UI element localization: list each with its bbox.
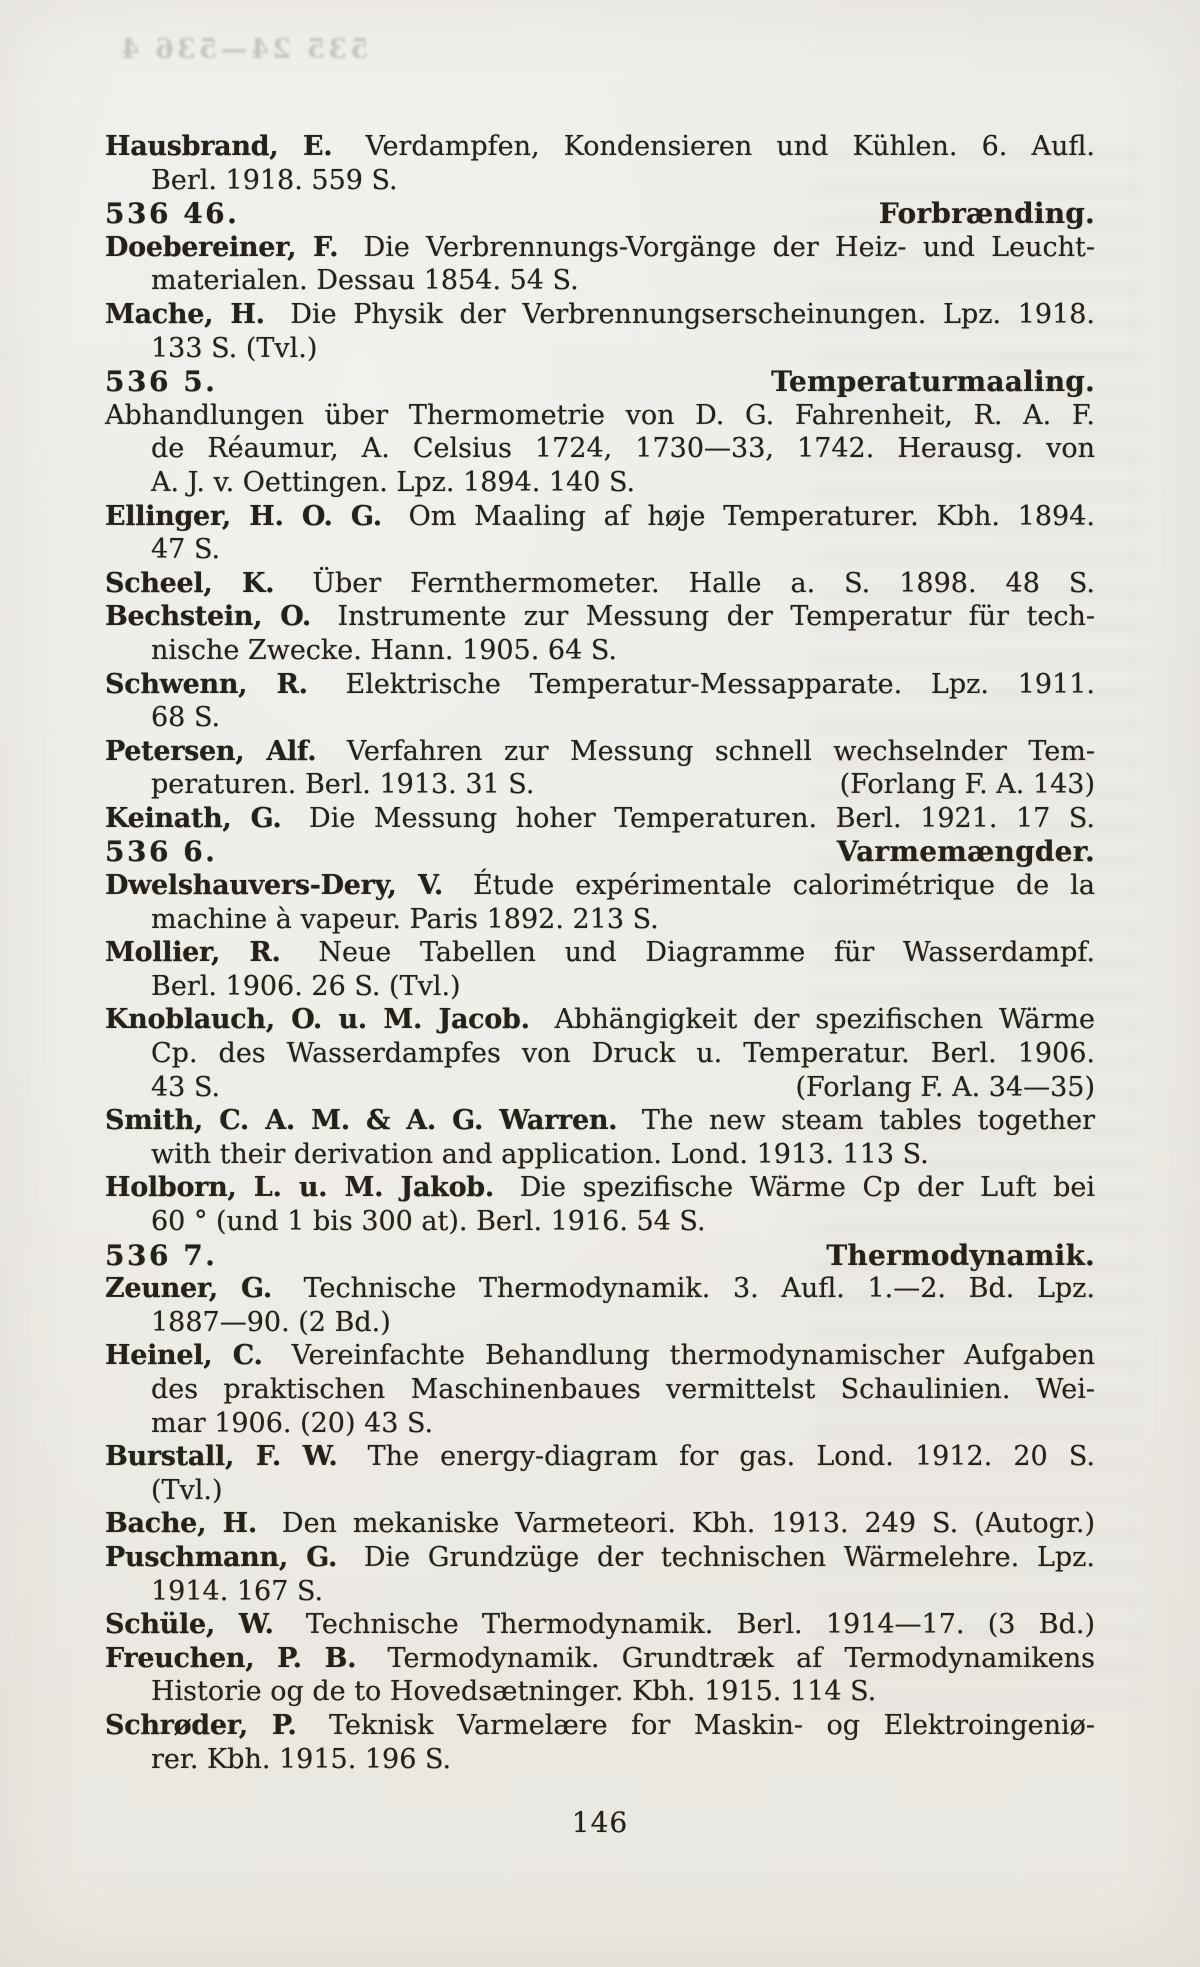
entry-line-text bbox=[151, 971, 461, 1002]
entry-line-text bbox=[151, 1307, 391, 1338]
entry-text: 47 S. bbox=[151, 534, 221, 566]
entry-text: Verfahren zur Messung schnell wechselnder Tem- bbox=[325, 735, 1096, 767]
entry-line-text bbox=[151, 1071, 220, 1105]
entry-line-text bbox=[105, 1609, 1095, 1640]
entry-line-text bbox=[105, 131, 1095, 162]
entry-line-text bbox=[105, 400, 1095, 431]
entry-line-text bbox=[151, 1744, 451, 1775]
entry-line bbox=[105, 1104, 1095, 1138]
entry-text: Om Maaling af høje Temperaturer. Kbh. 1894. bbox=[390, 500, 1095, 532]
entry-line bbox=[105, 1205, 1095, 1239]
entry-text: Étude expérimentale calorimétrique de la bbox=[452, 870, 1095, 902]
entry-line bbox=[105, 1272, 1095, 1306]
entry-text: de Réaumur, A. Celsius 1724, 1730—33, 1742. Herausg. von bbox=[151, 433, 1095, 465]
entry-line-text bbox=[105, 299, 1095, 330]
shelf-note: (Forlang F. A. 34—35) bbox=[795, 1071, 1095, 1103]
shelf-note: (Forlang F. A. 143) bbox=[839, 769, 1095, 801]
entry-line bbox=[105, 1709, 1095, 1743]
entry-line-text bbox=[151, 1576, 323, 1607]
entry-text: machine à vapeur. Paris 1892. 213 S. bbox=[151, 903, 659, 935]
entry-line-text bbox=[151, 1139, 929, 1170]
entry-line bbox=[105, 298, 1095, 332]
entry-line-text bbox=[151, 635, 617, 666]
author-name: Schrøder, P. bbox=[105, 1709, 297, 1741]
entry-line bbox=[105, 567, 1095, 601]
entry-text: Über Fernthermometer. Halle a. S. 1898. 48 S. bbox=[283, 567, 1095, 599]
entry-line-text bbox=[151, 265, 579, 296]
entry-line bbox=[105, 231, 1095, 265]
entry-line-text bbox=[105, 1710, 1095, 1741]
entry-line-text bbox=[151, 1206, 706, 1237]
entry-line bbox=[105, 936, 1095, 970]
entry-line bbox=[105, 164, 1095, 198]
entry-text: 68 S. bbox=[151, 702, 221, 734]
section-number: 536 6. bbox=[105, 835, 218, 869]
entry-text: 43 S. bbox=[151, 1071, 221, 1103]
entry-line bbox=[105, 735, 1095, 769]
section-header bbox=[105, 835, 1095, 869]
entry-line bbox=[105, 668, 1095, 702]
entry-line-text bbox=[151, 333, 317, 364]
entry-text: Vereinfachte Behandlung thermodynamischer Aufgaben bbox=[271, 1340, 1095, 1372]
entry-text: (Tvl.) bbox=[151, 1474, 223, 1506]
section-title: Varmemængder. bbox=[836, 835, 1095, 869]
entry-line-text bbox=[151, 1374, 1095, 1405]
entry-line-text bbox=[105, 1542, 1095, 1573]
entry-text: Berl. 1918. 559 S. bbox=[151, 164, 398, 196]
entry-line-text bbox=[151, 768, 534, 802]
author-name: Bechstein, O. bbox=[105, 601, 311, 633]
section-title: Forbrænding. bbox=[878, 197, 1095, 231]
entry-text: Teknisk Varmelære for Maskin- og Elektroingeniø- bbox=[305, 1709, 1095, 1741]
entry-line bbox=[105, 1507, 1095, 1541]
entry-text: peraturen. Berl. 1913. 31 S. bbox=[151, 769, 535, 801]
author-name: Ellinger, H. O. G. bbox=[105, 500, 382, 532]
entry-line bbox=[105, 768, 1095, 802]
entry-text: Abhängigkeit der spezifischen Wärme bbox=[538, 1004, 1095, 1036]
entry-line bbox=[105, 970, 1095, 1004]
bleed-through-header: 535 24—536 4 bbox=[118, 34, 369, 65]
entry-line bbox=[105, 1306, 1095, 1340]
entry-line bbox=[105, 1642, 1095, 1676]
entry-line-text bbox=[105, 501, 1095, 532]
entry-text: Die Verbrennungs-Vorgänge der Heiz- und Leucht- bbox=[347, 231, 1095, 263]
entry-line bbox=[105, 1003, 1095, 1037]
entry-text: Berl. 1906. 26 S. (Tvl.) bbox=[151, 970, 461, 1002]
entry-text: A. J. v. Oettingen. Lpz. 1894. 140 S. bbox=[151, 466, 636, 498]
entry-line-text bbox=[151, 433, 1095, 464]
entry-line-text bbox=[105, 736, 1095, 767]
entry-line-text bbox=[151, 467, 635, 498]
entry-line bbox=[105, 332, 1095, 366]
entry-text: Instrumente zur Messung der Temperatur für tech- bbox=[319, 601, 1095, 633]
section-number: 536 46. bbox=[105, 197, 240, 231]
entry-line-text bbox=[105, 1105, 1095, 1136]
entry-text: Neue Tabellen und Diagramme für Wasserdampf. bbox=[289, 937, 1095, 969]
entry-line bbox=[105, 1541, 1095, 1575]
author-name: Schwenn, R. bbox=[105, 668, 308, 700]
section-title: Temperaturmaaling. bbox=[771, 365, 1095, 399]
entry-text: Technische Thermodynamik. Berl. 1914—17. (3 Bd.) bbox=[282, 1609, 1095, 1641]
entry-line-text bbox=[151, 1475, 223, 1506]
entry-text: rer. Kbh. 1915. 196 S. bbox=[151, 1743, 452, 1775]
entry-line-text bbox=[105, 1340, 1095, 1371]
author-name: Hausbrand, E. bbox=[105, 131, 333, 162]
entry-text: Die Messung hoher Temperaturen. Berl. 1921. 17 S. bbox=[290, 802, 1096, 834]
entry-text: mar 1906. (20) 43 S. bbox=[151, 1407, 434, 1439]
entry-line bbox=[105, 634, 1095, 668]
entry-text: Cp. des Wasserdampfes von Druck u. Temperatur. Berl. 1906. bbox=[151, 1038, 1095, 1070]
entry-text: Die spezifische Wärme Cp der Luft bei bbox=[502, 1172, 1095, 1204]
author-name: Doebereiner, F. bbox=[105, 231, 339, 263]
author-name: Bache, H. bbox=[105, 1508, 257, 1540]
entry-text: materialen. Dessau 1854. 54 S. bbox=[151, 265, 579, 297]
entry-line bbox=[105, 600, 1095, 634]
entry-line bbox=[105, 802, 1095, 836]
section-number: 536 5. bbox=[105, 365, 218, 399]
author-name: Petersen, Alf. bbox=[105, 735, 317, 767]
entry-line-text bbox=[105, 870, 1095, 901]
entry-text: Historie og de to Hovedsætninger. Kbh. 1915. 114 S. bbox=[151, 1676, 877, 1708]
entry-line-text bbox=[151, 904, 659, 935]
author-name: Zeuner, G. bbox=[105, 1273, 272, 1305]
entry-line-text bbox=[151, 165, 398, 196]
author-name: Knoblauch, O. u. M. Jacob. bbox=[105, 1004, 530, 1036]
entry-text: Elektrische Temperatur-Messapparate. Lpz. 1911. bbox=[316, 668, 1095, 700]
entry-line bbox=[105, 1743, 1095, 1777]
section-number: 536 7. bbox=[105, 1238, 218, 1272]
entry-line-text bbox=[151, 1038, 1095, 1069]
page-number: 146 bbox=[571, 1806, 629, 1839]
author-name: Mollier, R. bbox=[105, 937, 281, 969]
entry-text: Die Grundzüge der technischen Wärmelehre. Lpz. bbox=[346, 1541, 1095, 1573]
author-name: Dwelshauvers-Dery, V. bbox=[105, 870, 444, 902]
entry-line-text bbox=[105, 1004, 1095, 1035]
author-name: Keinath, G. bbox=[105, 802, 282, 834]
entry-text: Termodynamik. Grundtræk af Termodynamikens bbox=[365, 1642, 1095, 1674]
entry-line bbox=[105, 1474, 1095, 1508]
entry-list bbox=[105, 130, 1095, 1776]
entry-line bbox=[105, 1440, 1095, 1474]
entry-line bbox=[105, 533, 1095, 567]
entry-text: 1887—90. (2 Bd.) bbox=[151, 1306, 391, 1338]
entry-line bbox=[105, 1071, 1095, 1105]
author-name: Freuchen, P. B. bbox=[105, 1642, 357, 1674]
entry-line-text bbox=[151, 702, 220, 733]
author-name: Smith, C. A. M. & A. G. Warren. bbox=[105, 1105, 618, 1137]
entry-text: with their derivation and application. Lond. 1913. 113 S. bbox=[151, 1138, 929, 1170]
entry-line bbox=[105, 500, 1095, 534]
entry-line-text bbox=[105, 1508, 1095, 1539]
entry-text: Den mekaniske Varmeteori. Kbh. 1913. 249 S. (Autogr.) bbox=[265, 1508, 1095, 1540]
entry-text: des praktischen Maschinenbaues vermittelst Schaulinien. Wei- bbox=[151, 1373, 1095, 1405]
entry-line-text bbox=[105, 1273, 1095, 1304]
author-name: Scheel, K. bbox=[105, 567, 275, 599]
entry-text: The new steam tables together bbox=[626, 1105, 1095, 1137]
entry-line bbox=[105, 1339, 1095, 1373]
entry-text: 60 ° (und 1 bis 300 at). Berl. 1916. 54 S. bbox=[151, 1206, 706, 1237]
entry-line-text bbox=[151, 534, 220, 565]
entry-line-text bbox=[105, 1441, 1095, 1472]
entry-line-text bbox=[105, 601, 1095, 632]
entry-text: Die Physik der Verbrennungserscheinungen. Lpz. 1918. bbox=[273, 298, 1095, 330]
entry-line-text bbox=[151, 1408, 433, 1439]
entry-text: 1914. 167 S. bbox=[151, 1575, 324, 1607]
entry-text: Abhandlungen über Thermometrie von D. G. Fahrenheit, R. A. F. bbox=[105, 399, 1095, 431]
entry-line bbox=[105, 466, 1095, 500]
section-header bbox=[105, 365, 1095, 399]
entry-line bbox=[105, 1373, 1095, 1407]
entry-line-text bbox=[105, 1172, 1095, 1203]
author-name: Mache, H. bbox=[105, 298, 265, 330]
entry-line bbox=[105, 1037, 1095, 1071]
entry-line bbox=[105, 130, 1095, 164]
entry-line bbox=[105, 903, 1095, 937]
entry-line-text bbox=[105, 803, 1095, 834]
entry-line bbox=[105, 701, 1095, 735]
entry-line-text bbox=[151, 1676, 876, 1707]
author-name: Holborn, L. u. M. Jakob. bbox=[105, 1172, 494, 1204]
entry-line bbox=[105, 264, 1095, 298]
entry-line bbox=[105, 399, 1095, 433]
author-name: Burstall, F. W. bbox=[105, 1441, 338, 1473]
entry-line bbox=[105, 1171, 1095, 1205]
entry-line-text bbox=[105, 232, 1095, 263]
entry-line bbox=[105, 1138, 1095, 1172]
entry-line-text bbox=[105, 937, 1095, 968]
entry-line bbox=[105, 1575, 1095, 1609]
section-header bbox=[105, 1239, 1095, 1273]
entry-line bbox=[105, 1675, 1095, 1709]
entry-line-text bbox=[105, 1643, 1095, 1674]
author-name: Puschmann, G. bbox=[105, 1541, 338, 1573]
author-name: Schüle, W. bbox=[105, 1609, 274, 1641]
entry-text: The energy-diagram for gas. Lond. 1912. 20 S. bbox=[346, 1441, 1095, 1473]
entry-line-text bbox=[105, 669, 1095, 700]
entry-line bbox=[105, 432, 1095, 466]
entry-text: nische Zwecke. Hann. 1905. 64 S. bbox=[151, 634, 617, 666]
section-title: Thermodynamik. bbox=[826, 1238, 1095, 1272]
entry-text: 133 S. (Tvl.) bbox=[151, 332, 318, 364]
entry-text: Technische Thermodynamik. 3. Aufl. 1.—2. Bd. Lpz. bbox=[280, 1273, 1095, 1305]
entry-line bbox=[105, 1407, 1095, 1441]
entry-text: Verdampfen, Kondensieren und Kühlen. 6. Aufl. bbox=[341, 131, 1095, 162]
entry-line-text bbox=[105, 568, 1095, 599]
author-name: Heinel, C. bbox=[105, 1340, 263, 1372]
section-header bbox=[105, 197, 1095, 231]
entry-line bbox=[105, 869, 1095, 903]
entry-line bbox=[105, 1608, 1095, 1642]
